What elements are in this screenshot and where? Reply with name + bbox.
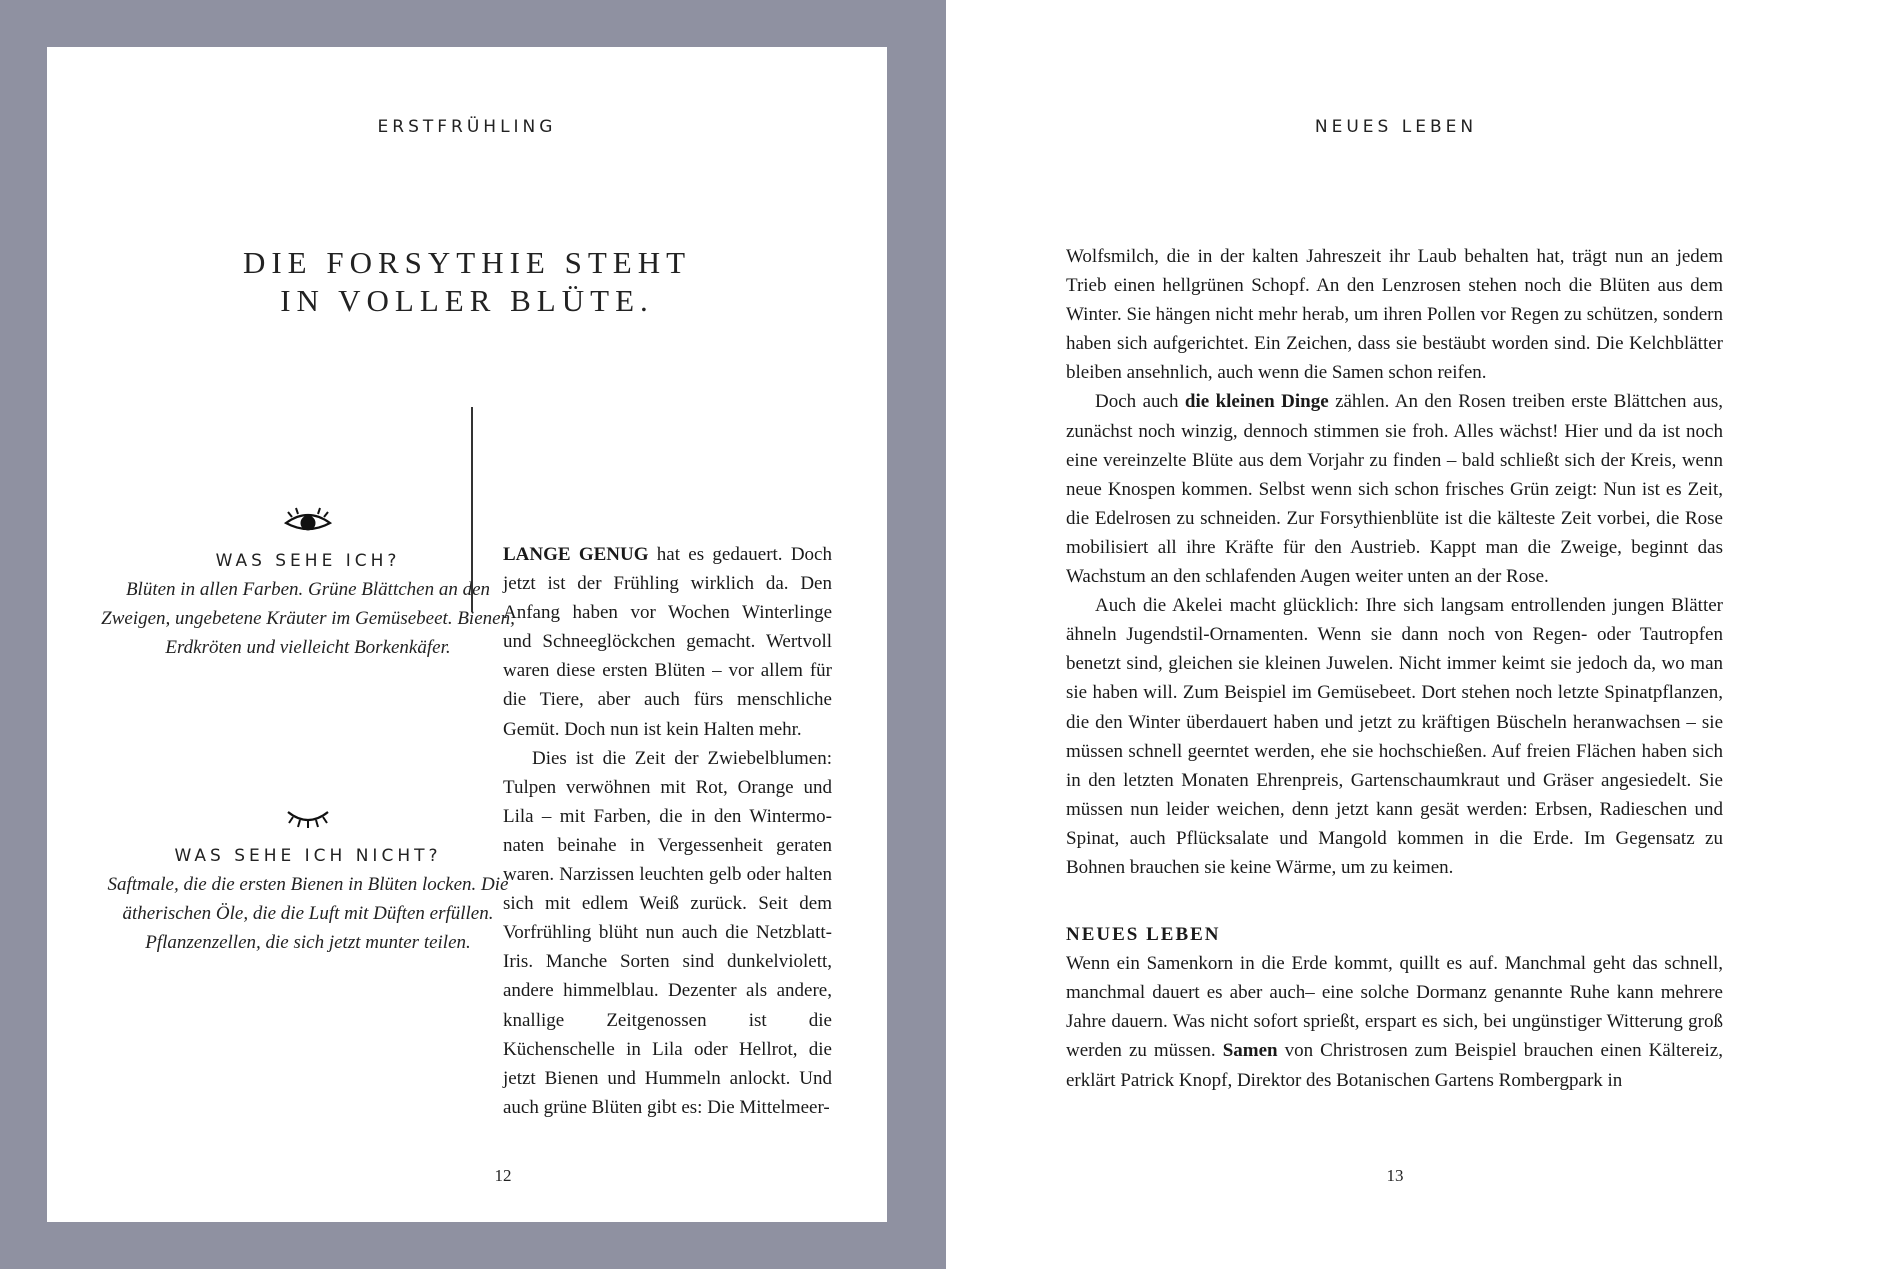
section-subheading: NEUES LEBEN xyxy=(1066,924,1221,946)
left-paragraph-1 xyxy=(503,540,832,744)
left-paragraph-2: Dies ist die Zeit der Zwiebelblumen: Tulpen verwöhnen mit Rot, Orange und Lila – mit Farben, die in den Wintermonaten beinahe in Vergessenheit geraten waren. Narzissen leuchten gelb oder halten sich mit edlem Weiß zurück. Seit dem Vorfrühling blüht nun auch die Netzblatt-Iris. Manche Sorten sind dunkelviolett, andere himmelblau. Dezenter als andere, knallige Zeitgenossen ist die Küchenschelle in Lila oder Hellrot, die jetzt Bienen und Hummeln anlockt. Und auch grüne Blüten gibt es: Die Mittelmeer- xyxy=(503,747,832,1118)
right-page xyxy=(946,0,1889,1269)
right-paragraph-2: Doch auch die kleinen Dinge zählen. An den Rosen treiben erste Blättchen aus, zunächst noch winzig, dennoch stimmen sie froh. Alles wächst! Hier und da ist noch eine vereinzelte Blüte aus dem Vorjahr zu finden – bald schließt sich der Kreis, wenn neue Knospen kommen. Selbst wenn sich schon frisches Grün zeigt: Nun ist es Zeit, die Edelrosen zu schneiden. Zur Forsythienblüte ist die kälteste Zeit vorbei, die Rose mobilisiert all ihre Kräfte für den Austrieb. Kappt man die Zweige, beginnt das Wachstum an den schlafenden Augen weiter unten an der Rose. xyxy=(1066,391,1723,588)
chapter-title-line-2: IN VOLLER BLÜTE. xyxy=(280,283,654,318)
sidebar-heading-see: WAS SEHE ICH? xyxy=(215,551,401,571)
chapter-title-line-1: DIE FORSYTHIE STEHT xyxy=(242,245,692,280)
bold-word: Samen xyxy=(1222,1040,1278,1062)
right-body-column xyxy=(1066,242,1723,1095)
sidebar-text-not-see: Saftmale, die die ersten Bienen in Blüten locken. Die ätherischen Öle, die die Luft mit Düften erfüllen. Pflanzenzellen, die sich jetzt munter teilen. xyxy=(107,874,509,953)
page-number-left: 12 xyxy=(494,1166,512,1185)
open-eye-icon xyxy=(278,505,338,537)
left-page xyxy=(47,47,887,1222)
sidebar-text-see: Blüten in allen Farben. Grüne Blättchen an den Zweigen, ungebetene Kräuter im Gemüsebeet. Bienen, Erdkröten und vielleicht Borkenkäfer. xyxy=(101,579,515,658)
right-paragraph-1: Wolfsmilch, die in der kalten Jahreszeit ihr Laub behalten hat, trägt nun an jedem Trieb einen hellgrünen Schopf. An den Lenzrosen stehen noch die Blüten aus dem Winter. Sie hängen nicht mehr herab, um ihren Pollen vor Regen zu schützen, sondern haben sich aufgerichtet. Ein Zeichen, dass sie bestäubt worden sind. Die Kelchblätter bleiben ansehnlich, auch wenn die Samen schon reifen. xyxy=(1066,246,1723,384)
sidebar-what-i-dont-see xyxy=(97,800,519,957)
lead-in-bold: LANGE GENUG xyxy=(503,544,649,565)
chapter-title xyxy=(47,244,887,320)
page-number-right: 13 xyxy=(1386,1166,1404,1185)
sidebar-heading-not-see: WAS SEHE ICH NICHT? xyxy=(174,846,442,866)
right-paragraph-3: Auch die Akelei macht glücklich: Ihre sich langsam entrollenden jungen Blätter ähneln Jugendstil-Ornamenten. Wenn sie dann noch von Regen- oder Tautropfen benetzt sind, gleichen sie kleinen Juwelen. Nicht immer keimt sie jedoch da, wo man sie haben will. Zum Beispiel im Gemüsebeet. Dort stehen noch letzte Spinatpflanzen, die den Winter überdauert haben und jetzt zu kräftigen Büscheln heranwachsen – sie müssen schnell geerntet werden, ehe sie hochschießen. Auf freien Flächen haben sich in den letzten Monaten Ehrenpreis, Gartenschaumkraut und Gräser angesiedelt. Sie müssen nun leider weichen, denn jetzt kann gesät werden: Erbsen, Radieschen und Spinat, auch Pflücksalate und Mangold kommen in die Erde. Im Gegensatz zu Bohnen brauchen sie keine Wärme, um zu keimen. xyxy=(1066,595,1723,878)
sidebar-what-i-see xyxy=(97,505,519,662)
closed-eye-icon xyxy=(278,800,338,832)
running-head-left: ERSTFRÜHLING xyxy=(377,117,557,137)
bold-phrase: die kleinen Dinge xyxy=(1184,391,1329,413)
right-paragraph-4: Wenn ein Samenkorn in die Erde kommt, quillt es auf. Manchmal geht das schnell, manchmal dauert es aber auch– eine solche Dormanz genannte Ruhe kann mehrere Jahre dauern. Was nicht sofort sprießt, erspart es sich, bei ungünstiger Witterung groß werden zu müssen. Samen von Christrosen zum Beispiel brauchen einen Kältereiz, erklärt Patrick Knopf, Direktor des Botanischen Gartens Rombergpark in xyxy=(1066,953,1723,1091)
running-head-right: NEUES LEBEN xyxy=(1314,117,1478,137)
left-body-column xyxy=(503,540,832,1122)
left-paragraph-1-text: hat es gedauert. Doch jetzt ist der Frühling wirklich da. Den Anfang haben vor Wochen Winterlinge und Schneeglöckchen gemacht. Wertvoll waren diese ersten Blüten – vor allem für die Tiere, aber auch fürs menschliche Gemüt. Doch nun ist kein Halten mehr. xyxy=(503,544,832,740)
